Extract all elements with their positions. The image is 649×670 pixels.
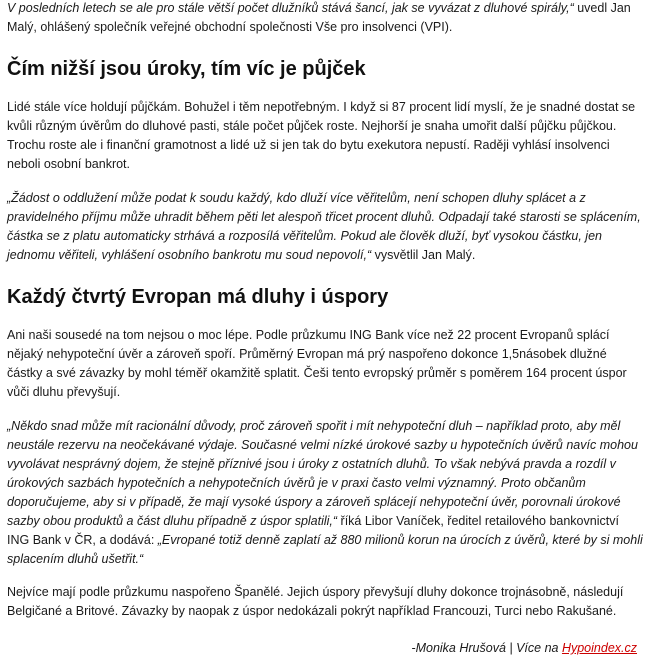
section1-paragraph: Lidé stále více holdují půjčkám. Bohužel i těm nepotřebným. I když si 87 procent lidí myslí, že je snadné dostat se kvůli různým úvěrům do dluhové pasti, stále počet půjček roste. Nejhorší je snaha umořit další půjčku půjčkou. Trochu roste ale i finanční gramotnost a lidé už si jen tak do bytu exekutora nepustí. Raději vyhlásí insolvenci neboli osobní bankrot. [7, 100, 636, 171]
article-body [7, 0, 643, 658]
author-credit: -Monika Hrušová | Více na [411, 641, 562, 655]
section2-quote-paragraph [7, 417, 643, 569]
section-heading-interest: Čím nižší jsou úroky, tím víc je půjček [7, 58, 366, 80]
article-footer [7, 639, 643, 658]
hypoindex-link[interactable]: Hypoindex.cz [561, 641, 637, 655]
section2-paragraph: Ani naši sousedé na tom nejsou o moc lépe. Podle průzkumu ING Bank více než 22 procent Evropanů splácí nějaký nehypoteční úvěr a zároveň spoří. Průměrný Evropan má prý naspořeno dokonce 1,5násobek dlužné částky a své závazky by mohl téměř okamžitě splatit. Češi tento evropský průměr s poměrem 164 procent úspor vůči dluhu převyšují. [7, 328, 627, 399]
section2-quote-part1: „Někdo snad může mít racionální důvody, proč zároveň spořit i mít nehypoteční dluh – například proto, aby měl neustále rezervu na neočekávané výdaje. Současné velmi nízké úrokové sazby u hypotečních úvěrů navíc mohou vyvolávat nesprávný dojem, že stejně příznivé jsou i úroky z ostatních dluhů. To však nebývá pravda a rozdíl v úrokových sazbách hypotečních a nehypotečních úvěrů je v praxi často velmi významný. Proto občanům doporučujeme, aby si v případě, že mají vysoké úspory a zároveň splácejí nehypoteční úvěr, porovnali úrokové sazby obou produktů a část dluhu případně z úspor splatili,“ [7, 419, 638, 528]
intro-attribution: uvedl Jan Malý, ohlášený společník veřejné obchodní společnosti Vše pro insolvenci (VPI). [7, 1, 631, 34]
section-heading-europeans: Každý čtvrtý Evropan má dluhy i úspory [7, 286, 389, 308]
intro-quote: V posledních letech se ale pro stále větší počet dlužníků stává šancí, jak se vyvázat z dluhové spirály,“ [7, 1, 574, 15]
section1-quote-paragraph [7, 189, 643, 265]
section1-quote-attribution: vysvětlil Jan Malý. [371, 248, 476, 262]
intro-paragraph [7, 0, 643, 37]
section2-quote-part2: „Evropané totiž denně zaplatí až 880 milionů korun na úrocích z úvěrů, které by si mohli splacením dluhů ušetřit.“ [7, 533, 643, 566]
section2-closing-paragraph: Nejvíce mají podle průzkumu naspořeno Španělé. Jejich úspory převyšují dluhy dokonce trojnásobně, následují Belgičané a Britové. Závazky by naopak z úspor nedokázali pokrýt například Francouzi, Turci nebo Rakušané. [7, 585, 624, 618]
section1-quote: „Žádost o oddlužení může podat k soudu každý, kdo dluží více věřitelům, není schopen dluhy splácet a z pravidelného příjmu může uhradit během pěti let alespoň třicet procent dluhů. Odpadají také starosti se splácením, částka se z platu automaticky strhává a rozposílá věřitelům. Pokud ale člověk dluží, byť vysokou částku, jen jednomu věřiteli, vyhlášení osobního bankrotu mu soud nepovolí,“ [7, 191, 641, 262]
section2-attribution: říká Libor Vaníček, ředitel retailového bankovnictví ING Bank v ČR, a dodává: [7, 514, 619, 547]
